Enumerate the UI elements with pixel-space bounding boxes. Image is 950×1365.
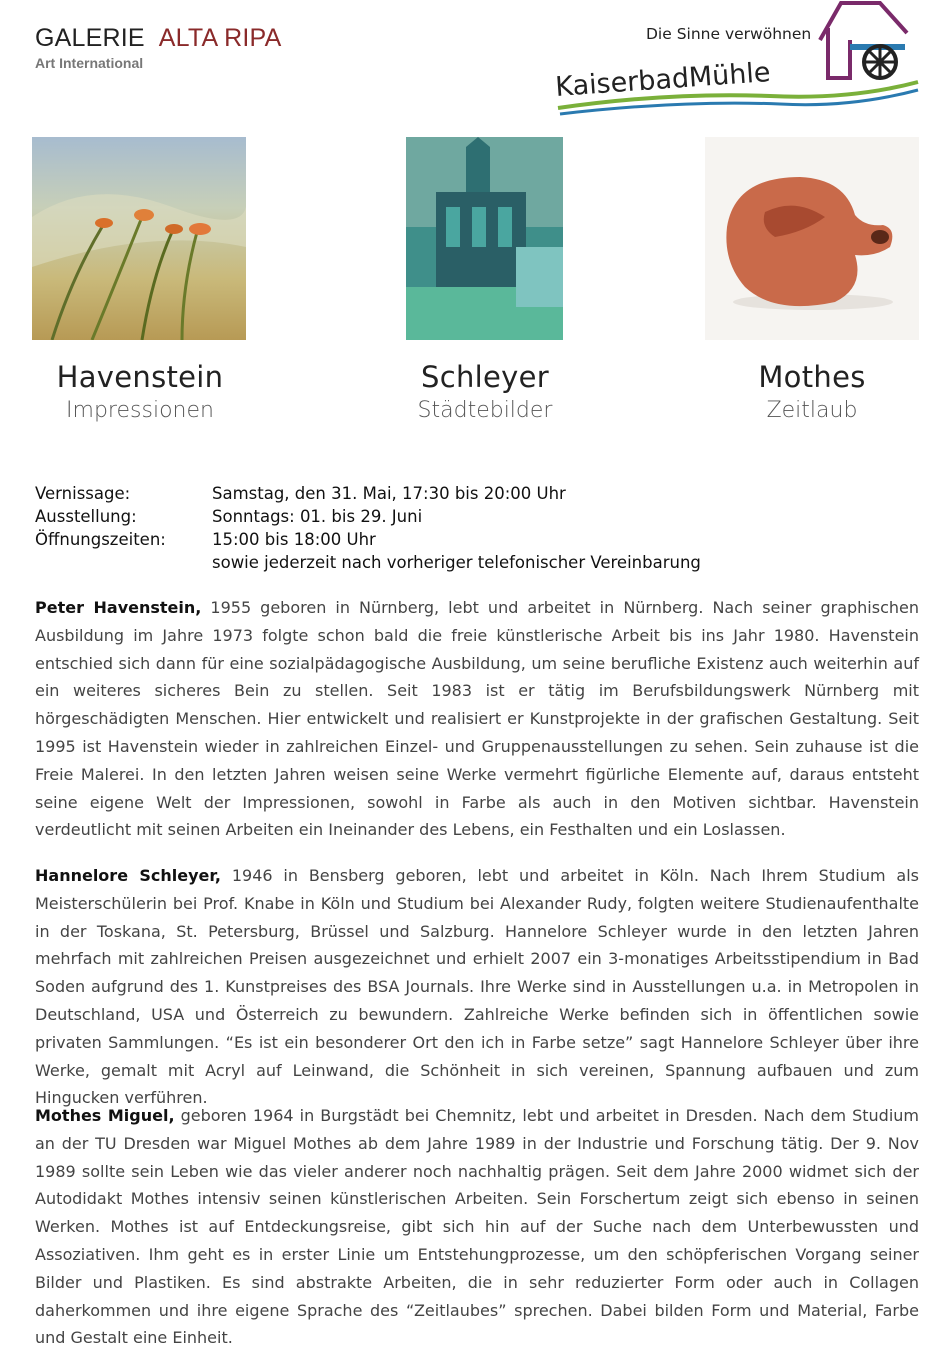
- artist-block-havenstein: [0, 360, 290, 423]
- bio-name: Peter Havenstein,: [35, 598, 202, 617]
- oeffnung-value: 15:00 bis 18:00 Uhr: [212, 530, 376, 549]
- mill-roof-icon: [820, 3, 907, 40]
- gallery-word: GALERIE: [35, 24, 145, 52]
- vernissage-row: [35, 482, 701, 505]
- artist-name: Mothes: [758, 360, 866, 394]
- bio-text: 1955 geboren in Nürnberg, lebt und arbeitet in Nürnberg. Nach seiner graphischen Ausbildung im Jahre 1973 folgte schon bald die freie künstlerische Arbeit bis ins Jahr 1980. Havenstein entschied sich dann für eine sozialpädagogische Ausbildung, um seine berufliche Existenz auch weiterhin auf ein weiteres sicheres Bein zu stellen. Seit 1983 ist er tätig im Berufsbildungswerk Nürnberg mit hörgeschädigten Menschen. Hier entwickelt und realisiert er Kunstprojekte in der grafischen Gestaltung. Seit 1995 ist Havenstein wieder in zahlreichen Einzel- und Gruppenausstellungen zu sehen. Sein zuhause ist die Freie Malerei. In den letzten Jahren weisen seine Werke vermehrt figürliche Elemente auf, daraus entsteht seine eigene Welt der Impressionen, sowohl in Farbe als auch in den Motiven sichtbar. Havenstein verdeutlicht mit seinen Arbeiten ein Ineinander des Lebens, ein Festhalten und ein Loslassen.: [35, 598, 919, 840]
- artist-subtitle: Zeitlaub: [766, 398, 858, 423]
- artist-subtitle: Impressionen: [66, 398, 214, 423]
- gallery-name: ALTA RIPA: [158, 24, 282, 52]
- oeffnung-extra-row: [35, 551, 701, 574]
- artist-subtitle: Städtebilder: [417, 398, 553, 423]
- gallery-title: [35, 24, 281, 53]
- mothes-artwork-image: [705, 137, 919, 340]
- vernissage-label: Vernissage:: [35, 484, 131, 503]
- schedule-info: [35, 482, 701, 574]
- gallery-subtitle: Art International: [35, 55, 144, 71]
- logo-name: KaiserbadMühle: [554, 57, 772, 103]
- logo-tagline: Die Sinne verwöhnen: [646, 25, 812, 43]
- bio-name: Hannelore Schleyer,: [35, 866, 221, 885]
- artist-block-mothes: [662, 360, 950, 423]
- oeffnung-extra: sowie jederzeit nach vorheriger telefonischer Vereinbarung: [212, 553, 701, 572]
- artist-name: Havenstein: [56, 360, 224, 394]
- kaiserbadmuehle-logo: [550, 0, 930, 125]
- bio-mothes: [35, 1102, 919, 1352]
- ausstellung-row: [35, 505, 701, 528]
- ausstellung-label: Ausstellung:: [35, 507, 137, 526]
- vernissage-value: Samstag, den 31. Mai, 17:30 bis 20:00 Uhr: [212, 484, 566, 503]
- artist-block-schleyer: [335, 360, 635, 423]
- bio-havenstein: [35, 594, 919, 844]
- havenstein-artwork-image: [32, 137, 246, 340]
- ausstellung-value: Sonntags: 01. bis 29. Juni: [212, 507, 423, 526]
- schleyer-artwork-image: [406, 137, 563, 340]
- oeffnung-row: [35, 528, 701, 551]
- bio-text: 1946 in Bensberg geboren, lebt und arbeitet in Köln. Nach Ihrem Studium als Meisterschülerin bei Prof. Knabe in Köln und Studium bei Alexander Rudy, folgten weitere Studienaufenthalte in der Toskana, St. Petersburg, Brüssel und Salzburg. Hannelore Schleyer wurde in den letzten Jahren mehrfach mit zahlreichen Preisen ausgezeichnet und erhielt 2007 ein 3-monatiges Arbeitsstipendium in Bad Soden aufgrund des 1. Kunstpreises des BSA Journals. Ihre Werke sind in Ausstellungen u.a. in Metropolen in Deutschland, USA und Österreich zu bewundern. Zahlreiche Werke befinden sich in öffentlichen sowie privaten Sammlungen. “Es ist ein besonderer Ort den ich in Farbe setze” sagt Hannelore Schleyer über ihre Werke, gemalt mit Acryl auf Leinwand, die Schönheit in sich vereinen, Spannung aufbauen und zum Hingucken verführen.: [35, 866, 919, 1108]
- oeffnung-label: Öffnungszeiten:: [35, 530, 166, 549]
- bio-schleyer: [35, 862, 919, 1112]
- bio-name: Mothes Miguel,: [35, 1106, 175, 1125]
- bio-text: geboren 1964 in Burgstädt bei Chemnitz, lebt und arbeitet in Dresden. Nach dem Studium an der TU Dresden war Miguel Mothes ab dem Jahre 1989 in der Industrie und Forschung tätig. Der 9. Nov 1989 sollte sein Leben wie das vieler anderer noch nachhaltig prägen. Seit dem Jahre 2000 widmet sich der Autodidakt Mothes intensiv seinen künstlerischen Arbeiten. Sein Forschertum zeigt sich ebenso in seinen Werken. Mothes ist auf Entdeckungsreise, gibt sich hin auf der Suche nach dem Unterbewussten und Assoziativen. Ihm geht es in erster Linie um Entstehungprozesse, um den schöpferischen Vorgang seiner Bilder und Plastiken. Es sind abstrakte Arbeiten, die in sehr reduzierter Form oder auch in Collagen daherkommen und ihre eigene Sprache des “Zeitlaubes” sprechen. Dabei bilden Form und Material, Farbe und Gestalt eine Einheit.: [35, 1106, 920, 1348]
- artist-name: Schleyer: [421, 360, 549, 394]
- water-wheel-icon: [864, 46, 896, 78]
- gallery-header: [35, 24, 281, 71]
